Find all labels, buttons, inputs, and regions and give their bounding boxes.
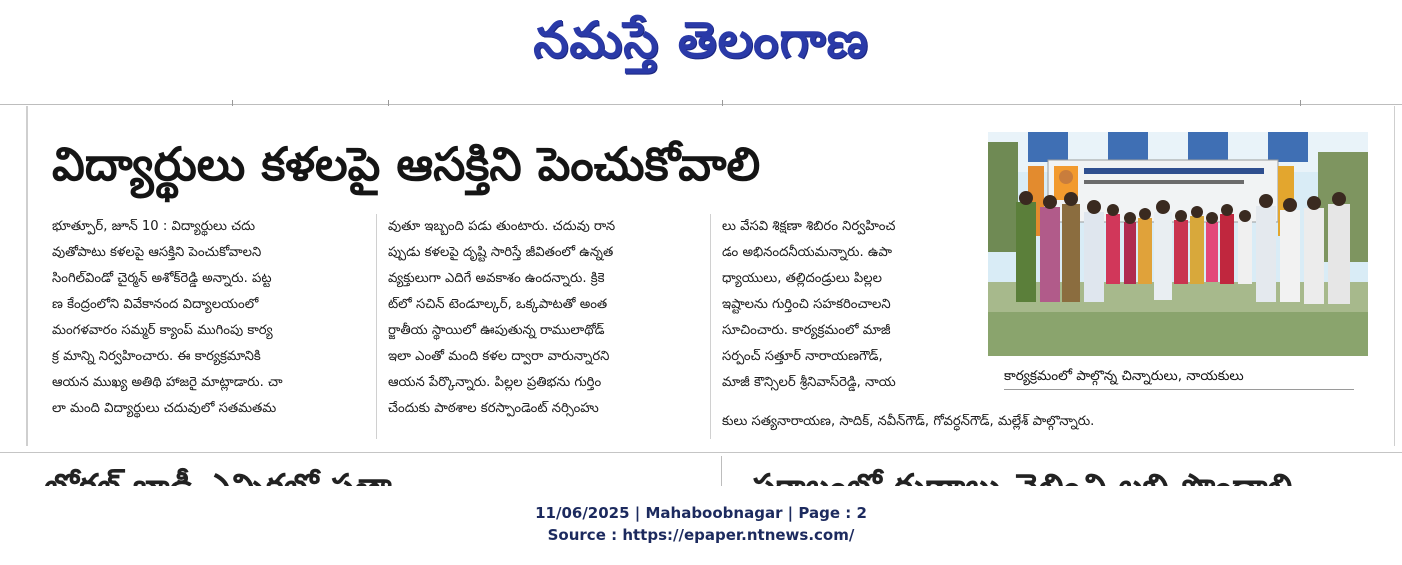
article-column-1 <box>52 214 364 422</box>
column-tick <box>232 100 233 106</box>
column-3-line: మాజీ కౌన్సిలర్ శ్రీనివాస్‌రెడ్డి, నాయ <box>722 375 896 390</box>
column-2-line: వ్యక్తులుగా ఎదిగే అవకాశం ఉందన్నారు. క్రికె <box>388 271 605 286</box>
column-3-line: సర్పంచ్ సత్తూర్ నారాయణగౌడ్, <box>722 349 883 364</box>
column-3-line: ఇష్టాలను గుర్తించి సహకరించాలని <box>722 297 891 312</box>
article-column-3-tail: కులు సత్యనారాయణ, సాదిక్, నవీన్‌గౌడ్, గోవర్ధన్‌గౌడ్, మల్లేశ్ పాల్గొన్నారు. <box>722 414 1095 429</box>
column-3-line: లు వేసవి శిక్షణా శిబిరం నిర్వహించ <box>722 219 896 234</box>
column-3-line: డం అభినందనీయమన్నారు. ఉపా <box>722 245 892 260</box>
column-divider <box>710 214 711 439</box>
article-column-3 <box>722 214 987 396</box>
right-border <box>1394 106 1395 446</box>
next-article-headline-right <box>752 462 1392 486</box>
masthead-title: నమస్తే తెలంగాణ <box>533 10 869 69</box>
column-tick <box>1300 100 1301 106</box>
article-column-2 <box>388 214 698 422</box>
column-2-line: ట్‌లో సచిన్ టెండూల్కర్, ఒక్కపాటతో అంత <box>388 297 608 312</box>
left-border <box>26 106 28 446</box>
photo-caption: కార్యక్రమంలో పాల్గొన్న చిన్నారులు, నాయకులు <box>1004 362 1354 390</box>
column-1-line: ఆయన ముఖ్య అతిథి హాజరై మాట్లాడారు. చా <box>52 375 283 390</box>
next-article-headline-left <box>44 462 644 486</box>
column-tick <box>722 100 723 106</box>
page-footer <box>0 502 1402 546</box>
column-1-line: లా మంది విద్యార్థులు చదువులో సతమతమ <box>52 401 277 416</box>
column-1-line: క్ర మాన్ని నిర్వహించారు. ఈ కార్యక్రమానికి <box>52 349 261 364</box>
column-divider <box>721 456 722 486</box>
column-2-line: చేందుకు పాఠశాల కరస్పాండెంట్ నర్సింహు <box>388 401 599 416</box>
column-1-line: సింగిల్‌విండో చైర్మన్ అశోక్‌రెడ్డి అన్నారు. పట్ట <box>52 271 272 286</box>
column-2-line: ర్జాతీయ స్థాయిలో ఊపుతున్న రాములాథోడ్ <box>388 323 605 338</box>
event-photo <box>988 132 1368 356</box>
column-1-line: ణ కేంద్రంలోని వివేకానంద విద్యాలయంలో <box>52 297 259 312</box>
top-rule <box>0 104 1402 105</box>
column-1-line: భూత్పూర్, జూన్ 10 : విద్యార్థులు చదు <box>52 219 256 234</box>
column-1-line: మంగళవారం సమ్మర్ క్యాంప్ ముగింపు కార్య <box>52 323 273 338</box>
bottom-rule <box>0 452 1402 453</box>
column-1-line: వుతోపాటు కళలపై ఆసక్తిని పెంచుకోవాలని <box>52 245 262 260</box>
column-3-line: సూచించారు. కార్యక్రమంలో మాజీ <box>722 323 891 338</box>
footer-date-edition: 11/06/2025 | Mahaboobnagar | Page : 2 <box>535 504 867 522</box>
column-2-line: వుతూ ఇబ్బంది పడు తుంటారు. చదువు రాన <box>388 219 616 234</box>
column-2-line: ప్పుడు కళలపై దృష్టి సారిస్తే జీవితంలో ఉన్నత <box>388 245 614 260</box>
column-tick <box>388 100 389 106</box>
column-2-line: ఆయన పేర్కొన్నారు. పిల్లల ప్రతిభను గుర్తిం <box>388 375 602 390</box>
footer-source: Source : https://epaper.ntnews.com/ <box>547 526 855 544</box>
column-divider <box>376 214 377 439</box>
event-photo-illustration <box>988 132 1368 356</box>
article-headline: విద్యార్థులు కళలపై ఆసక్తిని పెంచుకోవాలి <box>52 137 761 191</box>
masthead <box>0 0 1402 92</box>
column-3-line: ధ్యాయులు, తల్లిదండ్రులు పిల్లల <box>722 271 882 286</box>
column-2-line: ఇలా ఎంతో మంది కళల ద్వారా వారున్నారని <box>388 349 610 364</box>
